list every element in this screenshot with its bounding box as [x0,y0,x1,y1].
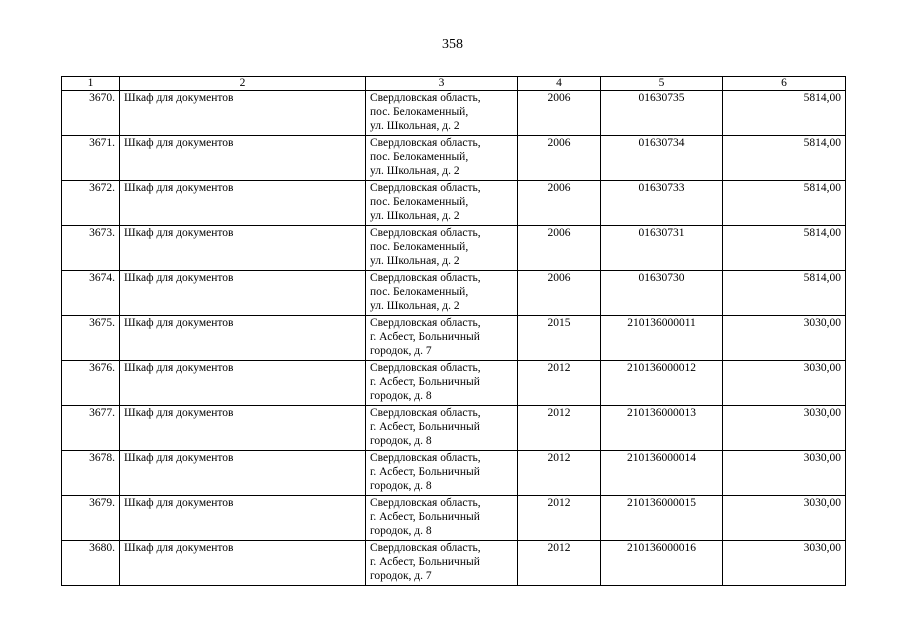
inventory-number: 210136000013 [601,406,723,451]
column-header: 3 [366,77,518,91]
item-name: Шкаф для документов [120,451,366,496]
item-name: Шкаф для документов [120,271,366,316]
table-row [62,181,846,226]
address-line: г. Асбест, Больничный [370,376,480,388]
column-header: 4 [518,77,601,91]
item-cost: 5814,00 [723,181,846,226]
address-line: городок, д. 8 [370,390,432,402]
row-number: 3671. [62,136,120,181]
address-line: Свердловская область, [370,182,481,194]
address-line: городок, д. 8 [370,435,432,447]
inventory-number: 01630733 [601,181,723,226]
row-number: 3670. [62,91,120,136]
item-cost: 3030,00 [723,451,846,496]
column-header: 6 [723,77,846,91]
item-year: 2015 [518,316,601,361]
item-address [366,316,518,361]
item-address [366,181,518,226]
item-name: Шкаф для документов [120,496,366,541]
item-cost: 3030,00 [723,541,846,586]
column-header: 5 [601,77,723,91]
inventory-number: 210136000012 [601,361,723,406]
item-cost: 5814,00 [723,91,846,136]
header-row [62,77,846,91]
address-line: ул. Школьная, д. 2 [370,210,460,222]
address-line: Свердловская область, [370,317,481,329]
item-cost: 3030,00 [723,316,846,361]
inventory-number: 01630734 [601,136,723,181]
address-line: Свердловская область, [370,137,481,149]
address-line: пос. Белокаменный, [370,241,469,253]
item-name: Шкаф для документов [120,406,366,451]
item-name: Шкаф для документов [120,361,366,406]
item-name: Шкаф для документов [120,181,366,226]
address-line: г. Асбест, Больничный [370,421,480,433]
row-number: 3674. [62,271,120,316]
item-year: 2012 [518,361,601,406]
address-line: пос. Белокаменный, [370,196,469,208]
address-line: ул. Школьная, д. 2 [370,255,460,267]
item-address [366,226,518,271]
address-line: Свердловская область, [370,92,481,104]
address-line: Свердловская область, [370,452,481,464]
item-address [366,91,518,136]
address-line: пос. Белокаменный, [370,286,469,298]
item-cost: 3030,00 [723,361,846,406]
address-line: Свердловская область, [370,542,481,554]
inventory-number: 01630735 [601,91,723,136]
item-address [366,136,518,181]
row-number: 3679. [62,496,120,541]
item-year: 2006 [518,136,601,181]
address-line: г. Асбест, Больничный [370,466,480,478]
address-line: пос. Белокаменный, [370,151,469,163]
table-row [62,406,846,451]
inventory-table [61,76,846,586]
address-line: г. Асбест, Больничный [370,511,480,523]
address-line: ул. Школьная, д. 2 [370,300,460,312]
item-address [366,496,518,541]
row-number: 3678. [62,451,120,496]
inventory-number: 210136000014 [601,451,723,496]
column-header: 1 [62,77,120,91]
address-line: Свердловская область, [370,272,481,284]
item-name: Шкаф для документов [120,541,366,586]
item-address [366,451,518,496]
table-row [62,496,846,541]
address-line: городок, д. 8 [370,480,432,492]
inventory-number: 210136000011 [601,316,723,361]
item-cost: 3030,00 [723,496,846,541]
table-row [62,451,846,496]
item-address [366,541,518,586]
row-number: 3675. [62,316,120,361]
item-cost: 5814,00 [723,226,846,271]
item-name: Шкаф для документов [120,136,366,181]
inventory-number: 01630731 [601,226,723,271]
item-address [366,361,518,406]
table-row [62,316,846,361]
address-line: Свердловская область, [370,407,481,419]
inventory-number: 210136000015 [601,496,723,541]
inventory-number: 01630730 [601,271,723,316]
row-number: 3673. [62,226,120,271]
row-number: 3676. [62,361,120,406]
item-year: 2006 [518,181,601,226]
item-year: 2012 [518,406,601,451]
address-line: ул. Школьная, д. 2 [370,165,460,177]
row-number: 3680. [62,541,120,586]
item-address [366,271,518,316]
item-address [366,406,518,451]
row-number: 3677. [62,406,120,451]
row-number: 3672. [62,181,120,226]
item-year: 2006 [518,226,601,271]
item-name: Шкаф для документов [120,226,366,271]
address-line: городок, д. 7 [370,345,432,357]
item-year: 2006 [518,91,601,136]
item-year: 2012 [518,496,601,541]
address-line: г. Асбест, Больничный [370,556,480,568]
item-cost: 5814,00 [723,271,846,316]
item-name: Шкаф для документов [120,91,366,136]
address-line: Свердловская область, [370,227,481,239]
column-header: 2 [120,77,366,91]
item-year: 2006 [518,271,601,316]
address-line: пос. Белокаменный, [370,106,469,118]
table-row [62,226,846,271]
address-line: городок, д. 8 [370,525,432,537]
address-line: Свердловская область, [370,362,481,374]
page-number: 358 [442,37,463,52]
item-name: Шкаф для документов [120,316,366,361]
table-row [62,91,846,136]
item-cost: 3030,00 [723,406,846,451]
table-row [62,271,846,316]
table-row [62,136,846,181]
table-row [62,541,846,586]
item-year: 2012 [518,451,601,496]
item-cost: 5814,00 [723,136,846,181]
address-line: г. Асбест, Больничный [370,331,480,343]
item-year: 2012 [518,541,601,586]
inventory-number: 210136000016 [601,541,723,586]
table-row [62,361,846,406]
address-line: Свердловская область, [370,497,481,509]
address-line: городок, д. 7 [370,570,432,582]
address-line: ул. Школьная, д. 2 [370,120,460,132]
